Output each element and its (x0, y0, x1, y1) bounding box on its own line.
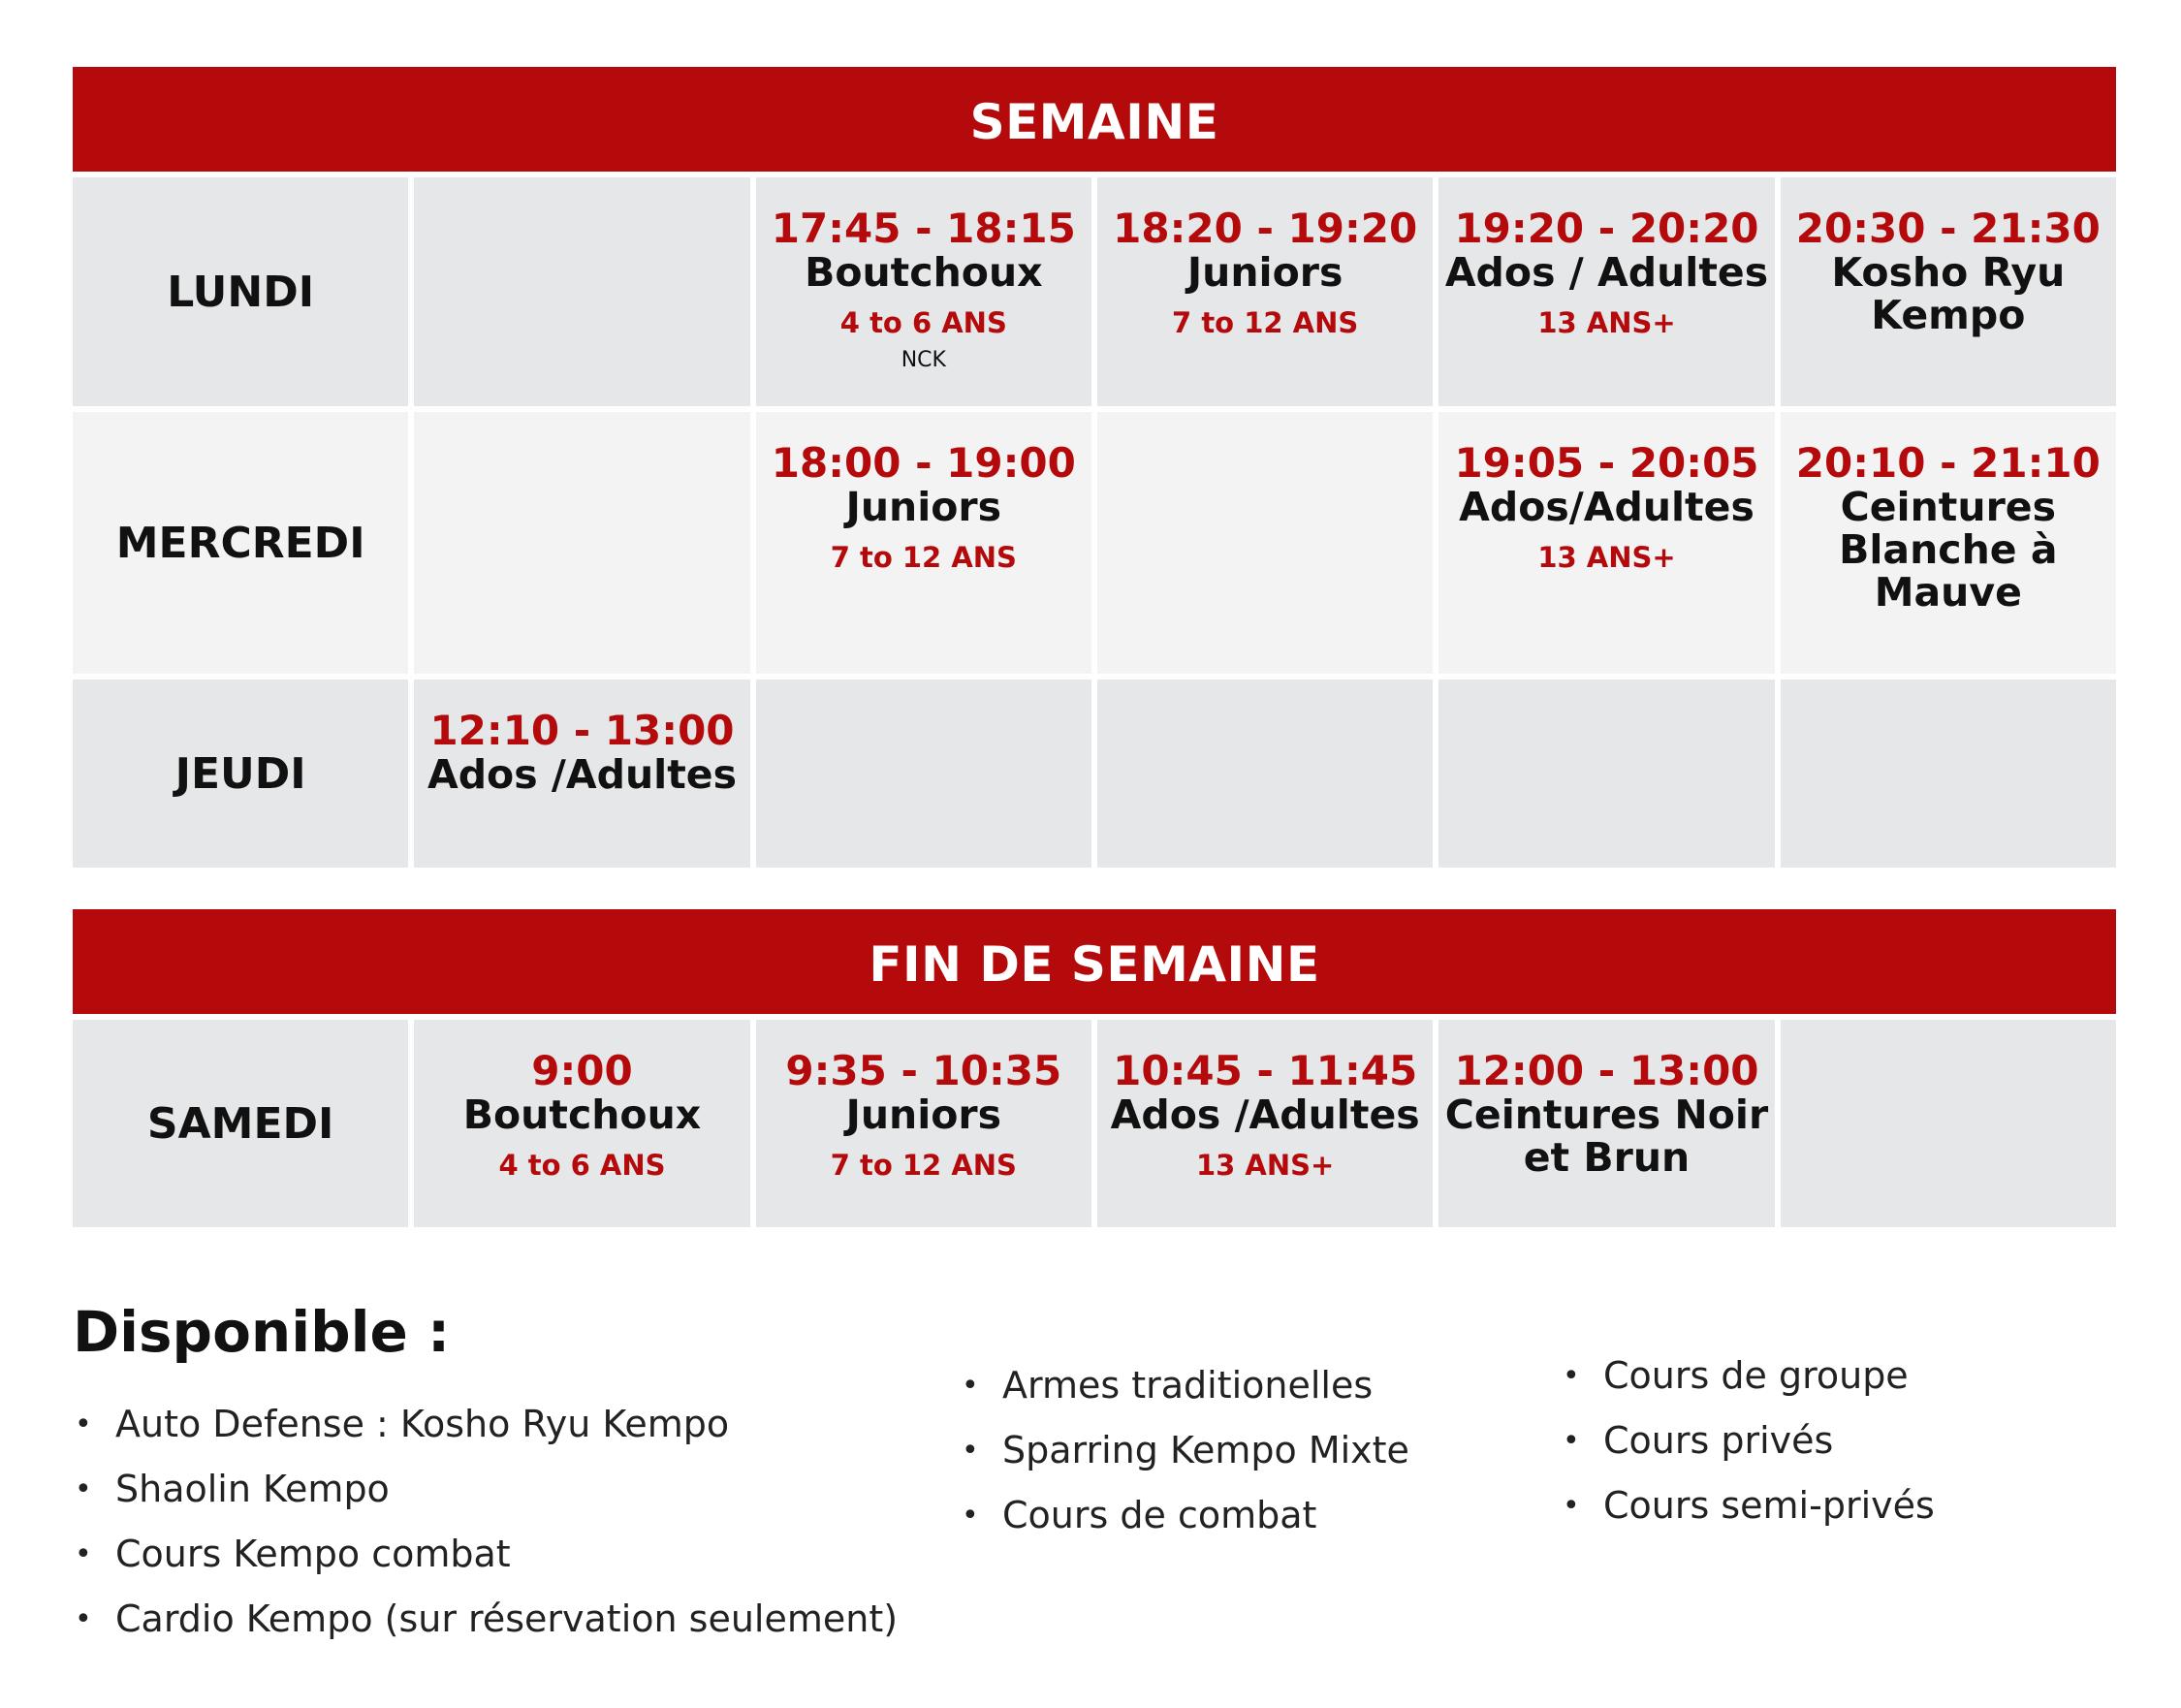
class-name: Ados /Adultes (427, 751, 737, 798)
schedule-cell (1781, 412, 2116, 674)
class-name: Ceintures Blanche à Mauve (1839, 484, 2058, 616)
list-item: • Sparring Kempo Mixte (960, 1418, 1409, 1483)
schedule-cell (414, 1020, 749, 1227)
age-range: 7 to 12 ANS (1172, 306, 1359, 339)
empty-cell (1097, 680, 1433, 868)
class-time: 12:10 - 13:00 (429, 707, 735, 754)
list-item: • Cours semi-privés (1561, 1473, 1935, 1538)
class-time: 19:20 - 20:20 (1454, 205, 1759, 252)
class-name: Boutchoux (462, 1091, 702, 1138)
age-range: 4 to 6 ANS (839, 306, 1007, 339)
class-name: Juniors (1186, 249, 1343, 296)
schedule-cell (1097, 1020, 1433, 1227)
class-name: Juniors (845, 1091, 1002, 1138)
day-label: LUNDI (73, 177, 408, 406)
class-time: 17:45 - 18:15 (771, 205, 1076, 252)
fin-de-semaine-grid (73, 1020, 2116, 1227)
class-time: 9:35 - 10:35 (785, 1047, 1062, 1094)
class-name: Kosho Ryu Kempo (1831, 249, 2066, 338)
disponible-list-col1 (73, 1392, 898, 1652)
day-label: MERCREDI (73, 412, 408, 674)
schedule-cell (1438, 177, 1774, 406)
class-time: 10:45 - 11:45 (1113, 1047, 1418, 1094)
empty-cell (1781, 1020, 2116, 1227)
fin-de-semaine-banner: FIN DE SEMAINE (73, 909, 2116, 1014)
list-item: • Cardio Kempo (sur réservation seulement) (73, 1587, 898, 1652)
empty-cell (414, 177, 749, 406)
age-range: 13 ANS+ (1195, 1149, 1335, 1182)
list-item: • Cours de groupe (1561, 1344, 1935, 1408)
schedule-cell (756, 177, 1091, 406)
list-item: • Auto Defense : Kosho Ryu Kempo (73, 1392, 898, 1457)
class-time: 18:20 - 19:20 (1113, 205, 1418, 252)
schedule-cell (1438, 1020, 1774, 1227)
empty-cell (1781, 680, 2116, 868)
class-note: NCK (901, 348, 946, 372)
disponible-list-col3 (1561, 1344, 1935, 1538)
schedule-cell (414, 680, 749, 868)
empty-cell (1438, 680, 1774, 868)
class-name: Boutchoux (805, 249, 1043, 296)
schedule-cell (1781, 177, 2116, 406)
list-item: • Shaolin Kempo (73, 1457, 898, 1522)
disponible-list-col2 (960, 1353, 1409, 1548)
semaine-section (73, 67, 2116, 868)
day-label: JEUDI (73, 680, 408, 868)
schedule-cell (1438, 412, 1774, 674)
fin-de-semaine-section (73, 909, 2116, 1227)
class-time: 12:00 - 13:00 (1454, 1047, 1759, 1094)
age-range: 7 to 12 ANS (830, 541, 1017, 574)
class-name: Ados /Adultes (1110, 1091, 1420, 1138)
semaine-grid (73, 177, 2116, 868)
disponible-title: Disponible : (73, 1299, 451, 1365)
list-item: • Cours Kempo combat (73, 1522, 898, 1587)
list-item: • Cours privés (1561, 1408, 1935, 1473)
schedule-cell (1097, 177, 1433, 406)
class-name: Ados / Adultes (1444, 249, 1769, 296)
semaine-banner: SEMAINE (73, 67, 2116, 172)
empty-cell (414, 412, 749, 674)
age-range: 13 ANS+ (1537, 306, 1676, 339)
class-time: 20:10 - 21:10 (1795, 439, 2101, 487)
class-time: 20:30 - 21:30 (1795, 205, 2101, 252)
day-label: SAMEDI (73, 1020, 408, 1227)
class-time: 19:05 - 20:05 (1454, 439, 1759, 487)
age-range: 4 to 6 ANS (498, 1149, 666, 1182)
class-time: 18:00 - 19:00 (771, 439, 1076, 487)
class-name: Juniors (845, 484, 1002, 530)
age-range: 7 to 12 ANS (830, 1149, 1017, 1182)
list-item: • Armes traditionelles (960, 1353, 1409, 1418)
empty-cell (756, 680, 1091, 868)
class-name: Ados/Adultes (1459, 484, 1754, 530)
empty-cell (1097, 412, 1433, 674)
age-range: 13 ANS+ (1537, 541, 1676, 574)
list-item: • Cours de combat (960, 1483, 1409, 1548)
schedule-cell (756, 412, 1091, 674)
class-name: Ceintures Noir et Brun (1444, 1091, 1769, 1181)
schedule-cell (756, 1020, 1091, 1227)
class-time: 9:00 (531, 1047, 633, 1094)
